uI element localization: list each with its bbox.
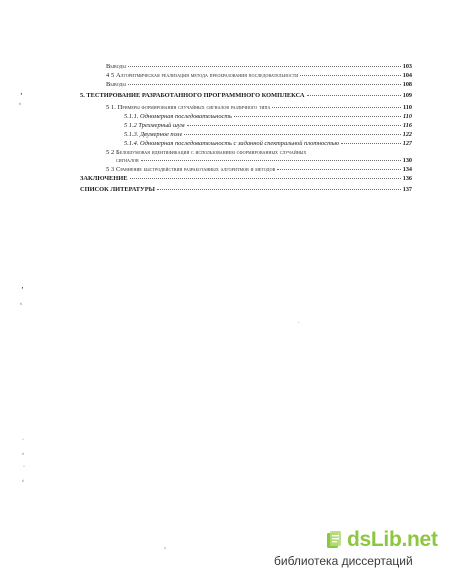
leader-dots	[141, 159, 401, 161]
toc-entry-page: 110	[403, 104, 412, 111]
toc-entry-title: 4 5 Алгоритмическая реализация метода преобразования последовательности	[106, 72, 299, 79]
toc-entry	[124, 121, 412, 130]
toc-entry-page: 109	[402, 92, 412, 99]
toc-entry	[124, 139, 412, 148]
toc-entry-title: СПИСОК ЛИТЕРАТУРЫ	[80, 186, 155, 193]
scan-speck: ‚	[20, 87, 23, 96]
toc-entry-page: 104	[402, 72, 412, 79]
leader-dots	[187, 124, 402, 126]
scan-speck: ·	[22, 437, 24, 443]
toc-entry-title: 5.1.3. Двумерное поле	[124, 131, 183, 138]
toc-entry-page: 127	[402, 140, 412, 147]
toc-entry	[106, 165, 412, 174]
toc-entry-title: 5.1.1. Одномерная последовательность	[124, 113, 232, 120]
toc-entry-page: 130	[402, 157, 412, 164]
leader-dots	[234, 115, 401, 117]
watermark-logo	[274, 528, 440, 574]
toc-entry-title-continued: сигналов	[116, 157, 139, 164]
toc-entry-chapter	[80, 91, 412, 100]
leader-dots	[307, 94, 401, 96]
toc-entry	[124, 112, 412, 121]
toc-entry-title: 5 2 Белошумовая идентификация с использованием сформированных случайных	[106, 149, 307, 156]
toc-entry-page: 116	[403, 122, 412, 129]
toc-entry-title: 5 1. Примеры формирования случайных сигналов различного типа	[106, 104, 271, 111]
toc-entry-page: 134	[402, 166, 412, 173]
toc-entry-title: 5 3 Сравнение быстродействия разработанных алгоритмов и методов	[106, 166, 276, 173]
toc-entry-page: 136	[402, 175, 412, 182]
scan-speck: ·	[23, 464, 25, 470]
leader-dots	[272, 106, 401, 108]
toc-entry	[106, 62, 412, 71]
brand-name	[347, 530, 438, 550]
toc-entry-title: 5.1.4. Одномерная последовательность с заданной спектральной плотностью	[124, 140, 340, 147]
toc-entry-page: 110	[403, 113, 412, 120]
book-icon	[326, 530, 343, 550]
leader-dots	[128, 65, 401, 67]
scan-speck: ‚	[164, 544, 166, 550]
leader-dots	[128, 83, 401, 85]
toc-entry	[124, 130, 412, 139]
brand-text: dsLib.net	[347, 528, 438, 551]
toc-entry	[106, 103, 412, 112]
toc-entry	[116, 156, 412, 165]
toc-entry-title: 5. ТЕСТИРОВАНИЕ РАЗРАБОТАННОГО ПРОГРАММНОГО КОМПЛЕКСА	[80, 92, 305, 99]
leader-dots	[277, 168, 400, 170]
toc-entry-chapter	[80, 174, 412, 183]
toc-entry-title: ЗАКЛЮЧЕНИЕ	[80, 175, 128, 182]
brand-subtitle: библиотека диссертаций	[274, 554, 413, 568]
scan-speck: ‹	[22, 478, 24, 484]
scan-speck: ‹	[19, 101, 21, 107]
toc-entry-title: Выводы	[106, 63, 126, 70]
scan-speck: ‹	[22, 451, 24, 457]
toc-entry-title: Выводы	[106, 81, 126, 88]
leader-dots	[184, 133, 400, 135]
toc-entry	[106, 71, 412, 80]
toc-entry-page: 108	[402, 81, 412, 88]
toc-entry	[106, 80, 412, 89]
toc-entry-page: 137	[402, 186, 412, 193]
leader-dots	[130, 177, 401, 179]
leader-dots	[300, 74, 400, 76]
scan-speck: ‹	[20, 301, 22, 307]
toc-entry-page: 122	[402, 131, 412, 138]
scan-speck: ·	[298, 321, 300, 326]
leader-dots	[341, 142, 401, 144]
scan-speck: ‚	[21, 281, 24, 290]
table-of-contents	[0, 0, 450, 200]
toc-entry-chapter	[80, 185, 412, 194]
leader-dots	[157, 188, 401, 190]
toc-entry-title: 5 1.2 Трехмерный шум	[124, 122, 185, 129]
toc-entry-page: 103	[402, 63, 412, 70]
